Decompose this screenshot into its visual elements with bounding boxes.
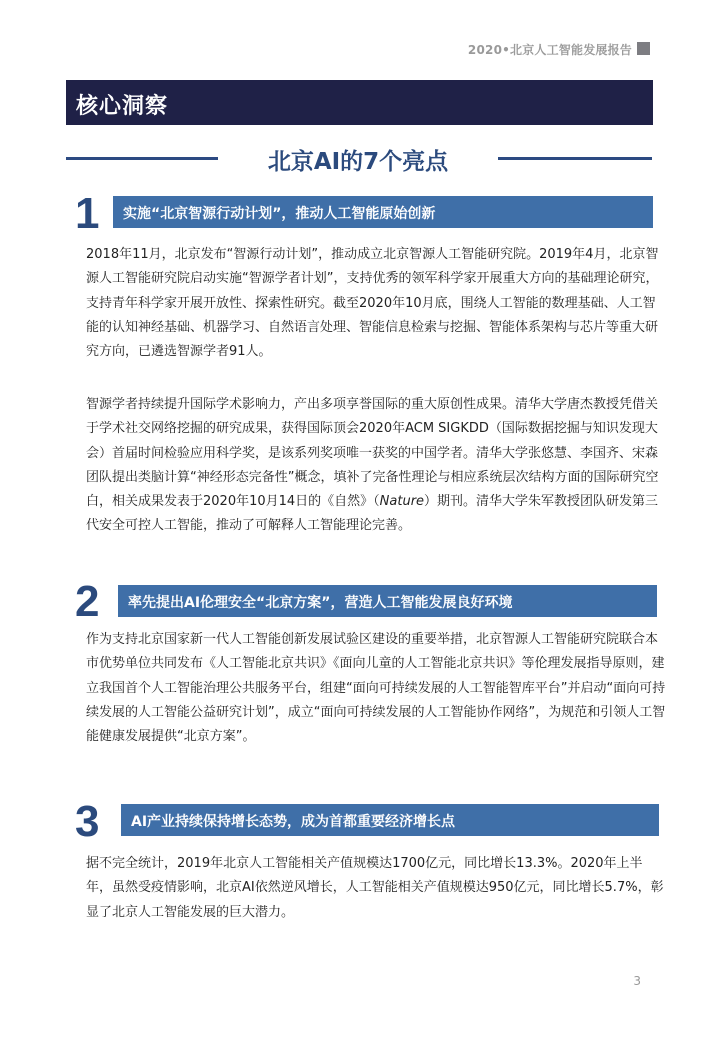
highlight-2-body: [86, 628, 668, 749]
highlight-1-number: 1: [75, 189, 100, 238]
highlight-1-body: [86, 243, 668, 364]
subtitle-rule-left: [66, 157, 218, 160]
section-subtitle: 北京AI的7个亮点: [267, 149, 449, 175]
highlight-3-heading-bar: [121, 804, 659, 836]
page-number: 3: [633, 974, 641, 988]
highlight-2-paragraph-1: 作为支持北京国家新一代人工智能创新发展试验区建设的重要举措，北京智源人工智能研究院联合本市优势单位共同发布《人工智能北京共识》《面向儿童的人工智能北京共识》等伦理发展指导原则，建立我国首个人工智能治理公共服务平台，组建“面向可持续发展的人工智能智库平台”并启动“面向可持续发展的人工智能公益研究计划”，成立“面向可持续发展的人工智能协作网络”，为规范和引领人工智能健康发展提供“北京方案”。: [86, 632, 666, 745]
highlight-1-heading: 实施“北京智源行动计划”，推动人工智能原始创新: [123, 206, 436, 222]
highlight-2-heading-bar: [118, 585, 657, 617]
highlight-2-number: 2: [75, 577, 100, 626]
highlight-1-paragraph-2: 智源学者持续提升国际学术影响力，产出多项享誉国际的重大原创性成果。清华大学唐杰教授凭借关于学术社交网络挖掘的研究成果，获得国际顶会2020年ACM SIGKDD（国际数据挖掘与知识发现大会）首届时间检验应用科学奖，是该系列奖项唯一获奖的中国学者。清华大学张悠慧、李国齐、宋森团队提出类脑计算“神经形态完备性”概念，填补了完备性理论与相应系统层次结构方面的国际研究空白，相关成果发表于2020年10月14日的《自然》（Nature）期刊。清华大学朱军教授团队研发第三代安全可控人工智能，推动了可解释人工智能理论完善。: [86, 397, 659, 534]
highlight-3-number: 3: [75, 797, 100, 846]
section-title-bar: [66, 80, 653, 125]
highlight-3-heading: AI产业持续保持增长态势，成为首都重要经济增长点: [131, 814, 456, 830]
highlight-1-heading-bar: [113, 196, 653, 228]
highlight-3-paragraph-1: 据不完全统计，2019年北京人工智能相关产值规模达1700亿元，同比增长13.3%。2020年上半年，虽然受疫情影响，北京AI依然逆风增长，人工智能相关产值规模达950亿元，同比增长5.7%，彰显了北京人工智能发展的巨大潜力。: [86, 856, 664, 920]
highlight-2-heading: 率先提出AI伦理安全“北京方案”，营造人工智能发展良好环境: [128, 595, 513, 611]
highlight-3-body: [86, 852, 668, 925]
highlight-1-paragraph-1: 2018年11月，北京发布“智源行动计划”，推动成立北京智源人工智能研究院。2019年4月，北京智源人工智能研究院启动实施“智源学者计划”，支持优秀的领军科学家开展重大方向的基础理论研究，支持青年科学家开展开放性、探索性研究。截至2020年10月底，围绕人工智能的数理基础、人工智能的认知神经基础、机器学习、自然语言处理、智能信息检索与挖掘、智能体系架构与芯片等重大研究方向，已遴选智源学者91人。: [86, 247, 659, 360]
highlight-1-body-2: [86, 393, 668, 539]
subtitle-rule-right: [498, 157, 652, 160]
header-square-icon: [637, 42, 650, 55]
report-header-title: 2020•北京人工智能发展报告: [467, 43, 632, 57]
section-title: 核心洞察: [76, 94, 169, 119]
